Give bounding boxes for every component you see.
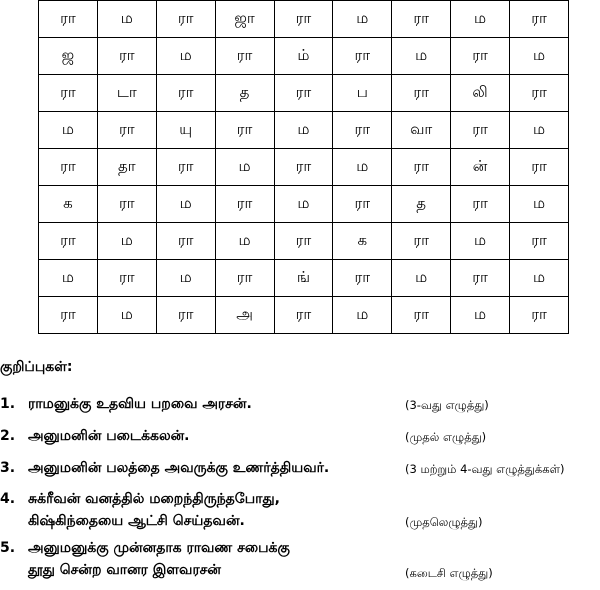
clue-hint: (3 மற்றும் 4-வது எழுத்துக்கள்) [405, 462, 565, 476]
grid-cell: ம [333, 297, 392, 334]
clue-hint: (முதல் எழுத்து) [405, 430, 487, 444]
grid-cell: ம [510, 260, 569, 297]
clue-text-line-2: கிஷ்கிந்தையை ஆட்சி செய்தவன். [28, 513, 245, 529]
grid-cell: ரா [97, 38, 156, 75]
grid-cell: ரா [97, 260, 156, 297]
grid-cell: ப [333, 75, 392, 112]
grid-cell: ரா [215, 112, 274, 149]
clue-1 [0, 396, 600, 416]
grid-cell: ரா [39, 75, 98, 112]
grid-cell: ரா [39, 1, 98, 38]
grid-cell: ரா [156, 149, 215, 186]
grid-cell: ம [156, 260, 215, 297]
clue-number: 3. [0, 460, 16, 476]
grid-row [39, 112, 569, 149]
grid-cell: ரா [215, 186, 274, 223]
clue-number: 4. [0, 491, 16, 507]
grid-cell: ரா [39, 223, 98, 260]
grid-cell: ம [274, 112, 333, 149]
grid-cell: ம [97, 223, 156, 260]
grid-cell: ம [333, 1, 392, 38]
grid-cell: ம [215, 149, 274, 186]
grid-cell: ம [451, 223, 510, 260]
grid-cell: ரா [156, 223, 215, 260]
grid-cell: ம [392, 38, 451, 75]
grid-cell: ம [510, 186, 569, 223]
grid-cell: ரா [215, 38, 274, 75]
grid-row [39, 297, 569, 334]
grid-cell: ம [510, 38, 569, 75]
grid-cell: ரா [392, 75, 451, 112]
grid-row [39, 1, 569, 38]
clue-hint: (கடைசி எழுத்து) [405, 566, 493, 580]
clue-hint: (முதலெழுத்து) [405, 515, 483, 529]
grid-cell: ம [39, 260, 98, 297]
grid-cell: டா [97, 75, 156, 112]
grid-cell: ரா [97, 186, 156, 223]
grid-cell: ரா [451, 112, 510, 149]
grid-cell: லி [451, 75, 510, 112]
grid-cell: ரா [451, 186, 510, 223]
grid-cell: ரா [274, 149, 333, 186]
grid-cell: ஜா [215, 1, 274, 38]
grid-cell: ம [215, 223, 274, 260]
grid-cell: ரா [451, 260, 510, 297]
grid-cell: ரா [97, 112, 156, 149]
clue-4 [0, 491, 600, 535]
grid-cell: ரா [274, 223, 333, 260]
grid-cell: க [333, 223, 392, 260]
grid-cell: ரா [215, 260, 274, 297]
grid-cell: ம [274, 186, 333, 223]
clues-heading: குறிப்புகள்: [0, 359, 73, 375]
grid-row [39, 149, 569, 186]
grid-cell: ரா [156, 1, 215, 38]
clue-5 [0, 540, 600, 584]
clue-hint: (3-வது எழுத்து) [405, 398, 489, 412]
grid-cell: ரா [392, 223, 451, 260]
grid-cell: ரா [451, 38, 510, 75]
grid-cell: தா [97, 149, 156, 186]
grid-cell: ம [97, 297, 156, 334]
grid-cell: ம [39, 112, 98, 149]
grid-row [39, 260, 569, 297]
grid-row [39, 186, 569, 223]
grid-cell: ன் [451, 149, 510, 186]
grid-cell: வா [392, 112, 451, 149]
grid-cell: ரா [39, 297, 98, 334]
grid-cell: ரா [510, 223, 569, 260]
grid-cell: ரா [392, 297, 451, 334]
grid-cell: ரா [333, 186, 392, 223]
clue-text: அனுமனின் பலத்தை அவருக்கு உணர்த்தியவர். [28, 460, 330, 476]
grid-cell: ம [510, 112, 569, 149]
clue-number: 5. [0, 540, 16, 556]
grid-cell: ம [451, 1, 510, 38]
grid-cell: ம் [274, 38, 333, 75]
grid-cell: ரா [510, 1, 569, 38]
grid-cell: ரா [274, 297, 333, 334]
clue-text-line-2: தூது சென்ற வானர இளவரசன் [28, 562, 221, 578]
grid-cell: ரா [392, 149, 451, 186]
grid-cell: யு [156, 112, 215, 149]
grid-cell: ரா [392, 1, 451, 38]
grid-cell: ரா [39, 149, 98, 186]
clue-text: சுக்ரீவன் வனத்தில் மறைந்திருந்தபோது, [28, 491, 280, 507]
grid-cell: ரா [156, 297, 215, 334]
clue-2 [0, 428, 600, 448]
clue-3 [0, 460, 600, 480]
grid-cell: ங் [274, 260, 333, 297]
grid-cell: ரா [156, 75, 215, 112]
grid-cell: த [215, 75, 274, 112]
grid-cell: த [392, 186, 451, 223]
clue-text: அனுமனின் படைக்கலன். [28, 428, 190, 444]
grid-cell: ஜ [39, 38, 98, 75]
grid-cell: ம [451, 297, 510, 334]
letter-grid [38, 0, 569, 334]
grid-cell: ம [392, 260, 451, 297]
grid-cell: ம [156, 186, 215, 223]
grid-cell: ரா [274, 1, 333, 38]
clue-number: 2. [0, 428, 16, 444]
grid-cell: ம [156, 38, 215, 75]
clue-text: அனுமனுக்கு முன்னதாக ராவண சபைக்கு [28, 540, 290, 556]
grid-cell: ரா [333, 112, 392, 149]
grid-row [39, 223, 569, 260]
grid-row [39, 75, 569, 112]
grid-cell: ரா [510, 149, 569, 186]
grid-row [39, 38, 569, 75]
grid-cell: ம [97, 1, 156, 38]
grid-cell: ரா [333, 38, 392, 75]
grid-cell: அ [215, 297, 274, 334]
grid-cell: ம [333, 149, 392, 186]
grid-cell: க [39, 186, 98, 223]
clue-text: ராமனுக்கு உதவிய பறவை அரசன். [28, 396, 252, 412]
clue-number: 1. [0, 396, 16, 412]
grid-cell: ரா [510, 297, 569, 334]
grid-cell: ரா [333, 260, 392, 297]
grid-cell: ரா [274, 75, 333, 112]
grid-cell: ரா [510, 75, 569, 112]
